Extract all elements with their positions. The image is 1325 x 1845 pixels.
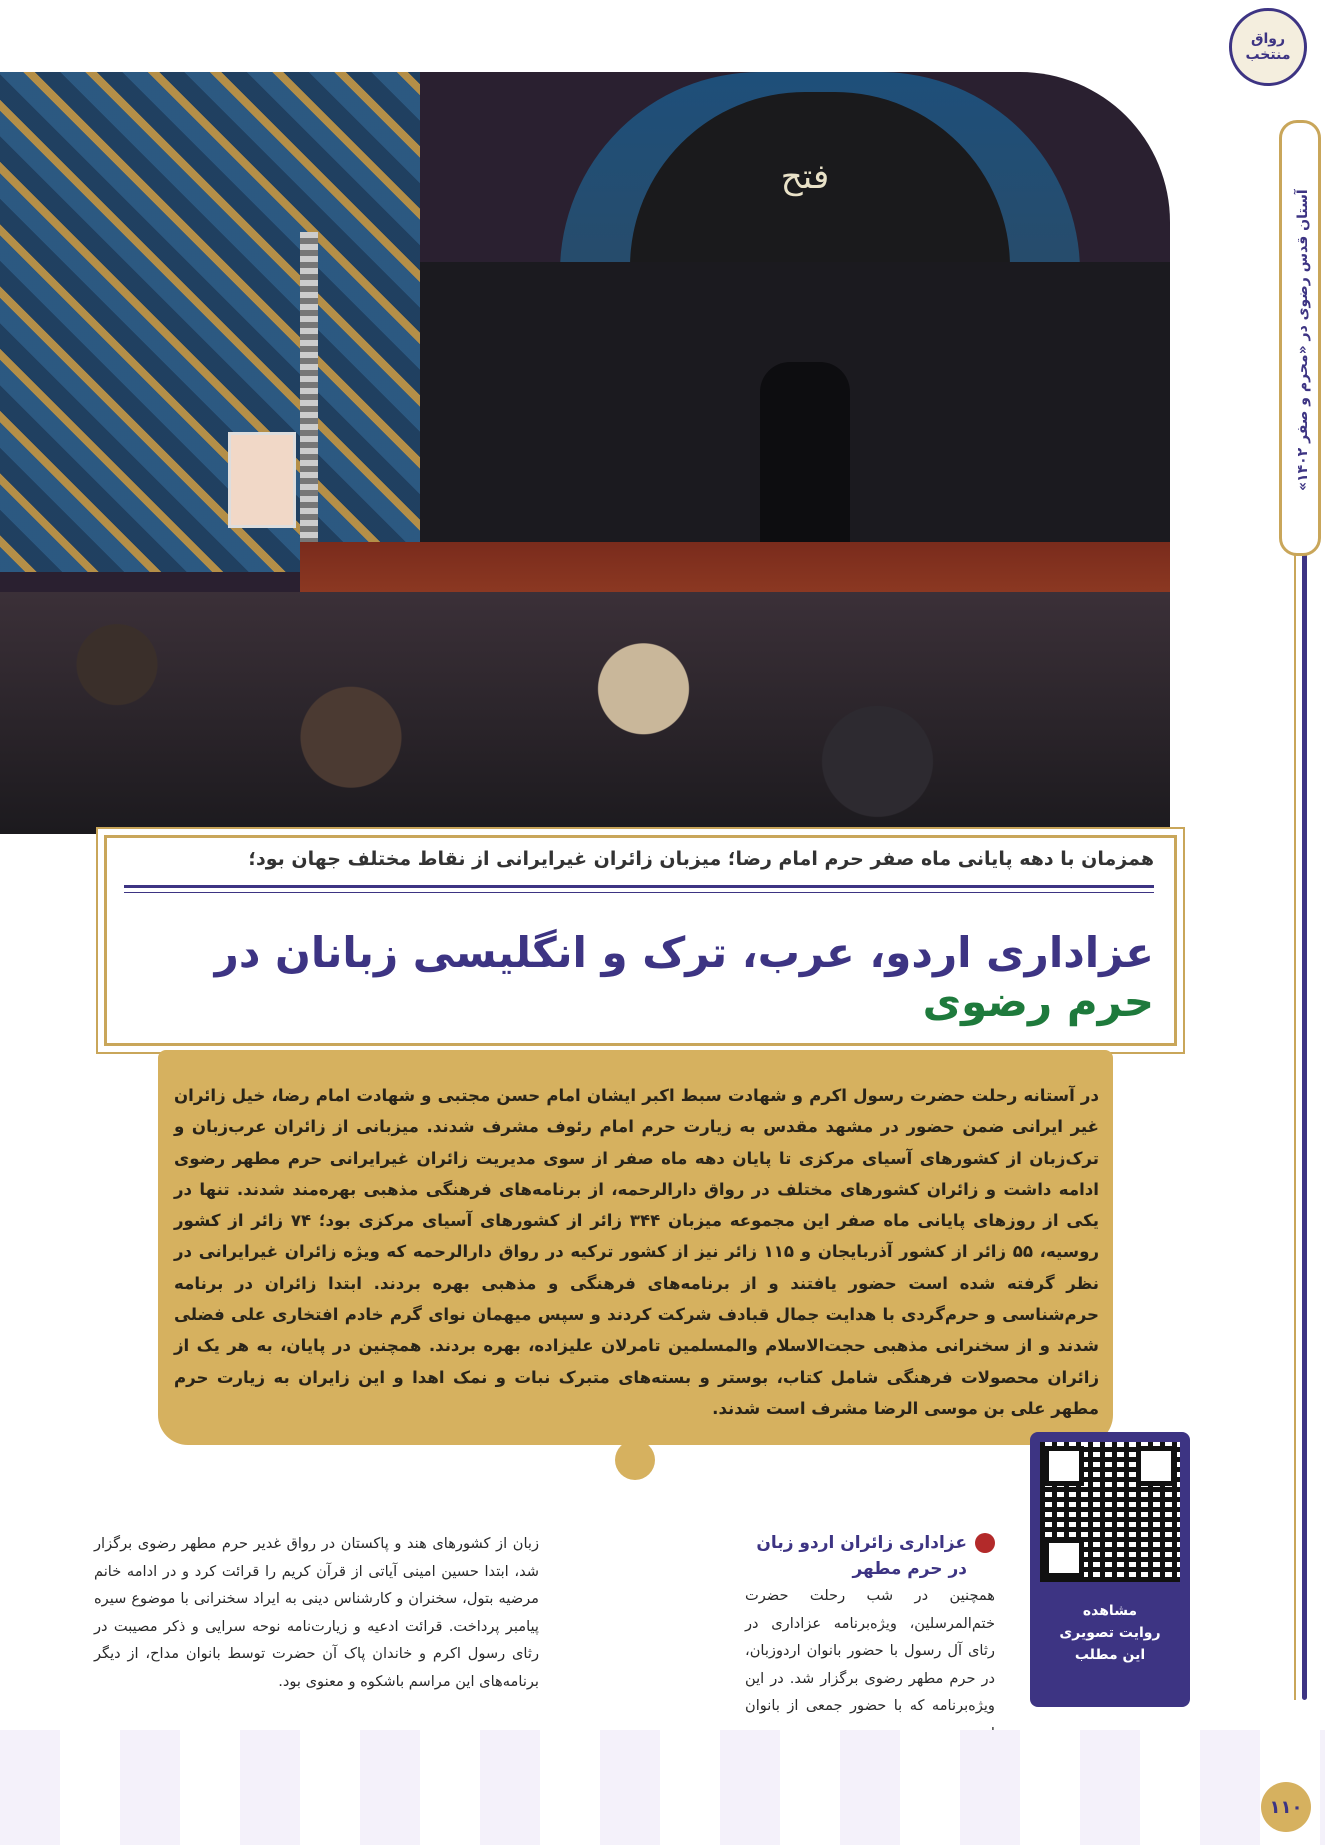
crowd	[0, 592, 1170, 834]
calligraphy-panel: فتح	[780, 157, 830, 197]
footer-pattern	[0, 1730, 1325, 1845]
sidebar-rail	[1245, 0, 1317, 1845]
headline	[124, 928, 1154, 1026]
body-column-right	[745, 1530, 995, 1747]
qr-label-line: روایت تصویری	[1059, 1625, 1161, 1641]
qr-label-line: مشاهده	[1082, 1603, 1138, 1619]
kicker: همزمان با دهه پایانی ماه صفر حرم امام رضا؛ میزبان زائران غیرایرانی از نقاط مختلف جهان بود؛	[248, 848, 1154, 870]
light-truss	[300, 232, 318, 582]
lead-paragraph: در آستانه رحلت حضرت رسول اکرم و شهادت سبط اکبر ایشان امام حسن مجتبی و شهادت امام رضا، خیل زائران غیر ایرانی ضمن حضور در مشهد مقدس به زیارت حرم امام رئوف مشرف شدند. میزبانی از زائران عرب‌زبان و ترک‌زبان از کشورهای آسیای مرکزی تا پایان دهه ماه صفر از سوی مدیریت زائران غیرایرانی حرم مطهر رضوی ادامه داشت و زائران کشورهای مختلف در رواق دارالرحمه، از برنامه‌های فرهنگی مذهبی بهره‌مند شدند. تنها در یکی از روزهای پایانی ماه صفر این مجموعه میزبان ۳۴۴ زائر از کشورهای آسیای مرکزی بود؛ ۷۴ زائر از کشور روسیه، ۵۵ زائر از کشور آذربایجان و ۱۱۵ زائر نیز از کشور ترکیه در رواق دارالرحمه که ویژه زائران غیرایرانی در نظر گرفته شده است حضور یافتند و از برنامه‌های فرهنگی و مذهبی بهره بردند. ابتدا زائران در برنامه حرم‌شناسی و حرم‌گردی با هدایت جمال قبادف شرکت کردند و سپس میهمان نوای گرم خادم افتخاری علی فضلی شدند و از سخنرانی مذهبی حجت‌الاسلام والمسلمین تامرلان علیزاده، بهره بردند. همچنین در پایان، به هر یک از زائران محصولات فرهنگی شامل کتاب، بوستر و بسته‌های متبرک نبات و نمک اهدا و این زایران به زیارت حرم مطهر علی بن موسی الرضا مشرف است شدند.	[174, 1086, 1099, 1418]
qr-finder	[1044, 1538, 1084, 1578]
divider	[124, 885, 1154, 888]
qr-finder	[1044, 1446, 1084, 1486]
magazine-logo: رواق منتخب	[1229, 8, 1307, 86]
portrait	[228, 432, 296, 528]
section-body: همچنین در شب رحلت حضرت ختم‌المرسلین، ویژه‌برنامه عزاداری در رثای آل رسول با حضور بانوان اردوزبان، در حرم مطهر رضوی برگزار شد. در این ویژه‌برنامه که با حضور جمعی از بانوان	[745, 1587, 995, 1714]
qr-code-icon[interactable]	[1040, 1442, 1180, 1582]
flower-icon	[975, 1533, 995, 1553]
divider-thin	[124, 892, 1154, 893]
qr-card[interactable]	[1030, 1432, 1190, 1707]
section-heading-text: عزاداری زائران اردو زبان در حرم مطهر	[756, 1533, 967, 1579]
event-photo	[0, 72, 1170, 834]
section-label: آستان قدس رضوی در «محرم و صفر ۱۴۰۲»	[1295, 189, 1311, 491]
section-heading	[745, 1530, 995, 1582]
ornament-icon	[615, 1440, 655, 1480]
headline-main: عزاداری اردو، عرب، ترک و انگلیسی زبانان در	[214, 928, 1154, 977]
qr-finder	[1136, 1446, 1176, 1486]
page-number: ۱۱۰	[1261, 1782, 1311, 1832]
body-column-left	[94, 1530, 539, 1695]
left-column-text: زبان از کشورهای هند و پاکستان در رواق غدیر حرم مطهر رضوی برگزار شد، ابتدا حسین امینی آیاتی از قرآن کریم را قرائت کرد و در ادامه خانم مرضیه بتول، سخنران و کارشناس دینی به ایراد سخنرانی با موضوع سیره پیامبر پرداخت. قرائت ادعیه و زیارت‌نامه نوحه سرایی و ذکر مصیبت در رثای رسول اکرم و خاندان پاک آن حضرت توسط بانوان مداح، از دیگر برنامه‌های این مراسم باشکوه و معنوی بود.	[94, 1535, 539, 1690]
headline-accent: حرم رضوی	[922, 977, 1154, 1026]
headline-frame	[104, 835, 1177, 1046]
tile-wall	[0, 72, 420, 572]
qr-label-line: این مطلب	[1074, 1647, 1146, 1663]
lead-box	[158, 1050, 1113, 1445]
qr-label	[1030, 1600, 1190, 1666]
